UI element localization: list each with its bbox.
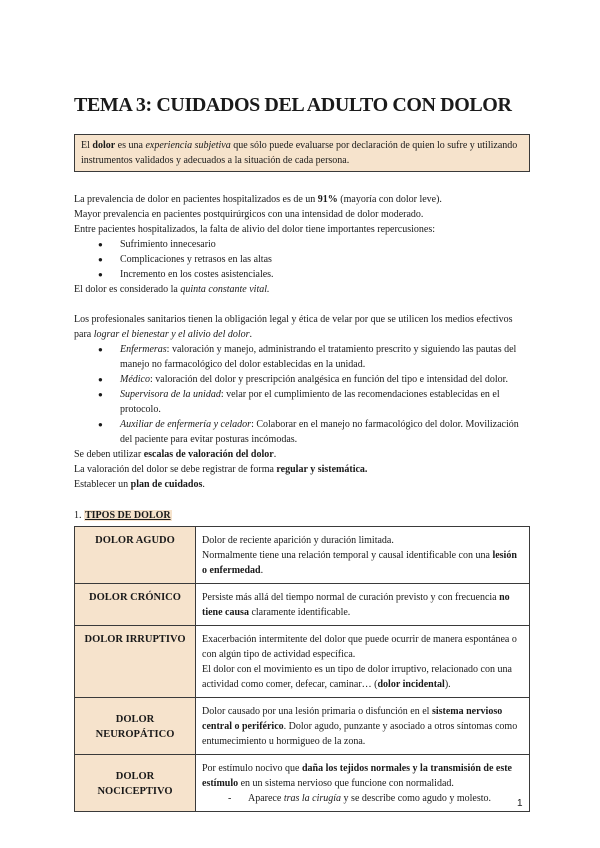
table-row — [75, 527, 530, 584]
prevalence-paragraph: La prevalencia de dolor en pacientes hospitalizados es de un 91% (mayoría con dolor leve). — [74, 194, 442, 205]
vital-sign-paragraph: El dolor es considerado la quinta constante vital. — [74, 284, 270, 295]
list-item: ● Complicaciones y retrasos en las altas — [114, 252, 530, 267]
list-item: ● Enfermeras: valoración y manejo, administrando el tratamiento prescrito y siguiendo las pautas del manejo no farmacológico del dolor establecidas en la unidad. — [114, 342, 530, 372]
repercussions-paragraph: Entre pacientes hospitalizados, la falta de alivio del dolor tiene importantes repercusiones: — [74, 224, 435, 235]
table-row — [75, 626, 530, 698]
scales-paragraph: Se deben utilizar escalas de valoración del dolor. — [74, 449, 277, 460]
professionals-paragraph: Los profesionales sanitarios tienen la obligación legal y ética de velar por que se utilicen los medios efectivos para lograr el bienestar y el alivio del dolor. — [74, 314, 513, 340]
definition-term: dolor — [92, 140, 116, 151]
definition-box — [74, 134, 530, 172]
document-page — [74, 92, 530, 812]
postsurgical-paragraph: Mayor prevalencia en pacientes postquirúrgicos con una intensidad de dolor moderado. — [74, 209, 424, 220]
row-label: DOLOR NEUROPÁTICO — [75, 698, 196, 755]
section-heading: 1. TIPOS DE DOLOR — [74, 510, 171, 521]
table-row — [75, 584, 530, 626]
page-title: TEMA 3: CUIDADOS DEL ADULTO CON DOLOR — [74, 94, 512, 116]
list-item: ● Médico: valoración del dolor y prescripción analgésica en función del tipo e intensidad del dolor. — [114, 372, 530, 387]
row-label: DOLOR CRÓNICO — [75, 584, 196, 626]
role-name: Supervisora de la unidad — [120, 389, 221, 400]
definition-text: El — [81, 140, 93, 151]
list-item: ● Supervisora de la unidad: velar por el cumplimiento de las recomendaciones establecidas en el protocolo. — [114, 387, 530, 417]
page-number: 1 — [517, 798, 523, 809]
row-description: Por estímulo nocivo que daña los tejidos normales y la transmisión de este estímulo en un sistema nervioso que funcione con normalidad. - Aparece tras la cirugía y se describe como agudo y molesto. — [196, 755, 530, 812]
table-row — [75, 698, 530, 755]
definition-emphasis: experiencia subjetiva — [145, 140, 231, 151]
list-item: ● Auxiliar de enfermería y celador: Colaborar en el manejo no farmacológico del dolor. Movilización del paciente para evitar posturas incómodas. — [114, 417, 530, 447]
care-plan-paragraph: Establecer un plan de cuidados. — [74, 479, 205, 490]
list-item: - Aparece tras la cirugía y se describe como agudo y molesto. — [242, 791, 523, 806]
pain-types-table — [74, 526, 530, 812]
row-description: Exacerbación intermitente del dolor que puede ocurrir de manera espontánea o con algún tipo de actividad específica. El dolor con el movimiento es un tipo de dolor irruptivo, relacionado con una actividad como comer, defecar, caminar… (dolor incidental). — [196, 626, 530, 698]
role-name: Auxiliar de enfermería y celador — [120, 419, 252, 430]
repercussions-list — [74, 237, 530, 282]
section-title: TIPOS DE DOLOR — [85, 510, 171, 521]
row-label: DOLOR AGUDO — [75, 527, 196, 584]
row-description: Persiste más allá del tiempo normal de curación previsto y con frecuencia no tiene causa claramente identificable. — [196, 584, 530, 626]
definition-text: que sólo puede evaluarse por declaración de quien lo sufre y utilizando instrumentos validados y adecuados a la situación de cada persona. — [81, 140, 518, 166]
role-name: Enfermeras — [120, 344, 167, 355]
row-label: DOLOR IRRUPTIVO — [75, 626, 196, 698]
roles-list — [74, 342, 530, 447]
definition-text: es una — [115, 140, 146, 151]
list-item: ● Sufrimiento innecesario — [114, 237, 530, 252]
row-label: DOLOR NOCICEPTIVO — [75, 755, 196, 812]
row-description: Dolor de reciente aparición y duración limitada. Normalmente tiene una relación temporal y causal identificable con una lesión o enfermedad. — [196, 527, 530, 584]
nociceptive-sublist — [202, 791, 523, 806]
registration-paragraph: La valoración del dolor se debe registrar de forma regular y sistemática. — [74, 464, 368, 475]
role-name: Médico — [120, 374, 150, 385]
table-row — [75, 755, 530, 812]
row-description: Dolor causado por una lesión primaria o disfunción en el sistema nervioso central o periférico. Dolor agudo, punzante y asociado a otros síntomas como entumecimiento u hormigueo de la zona. — [196, 698, 530, 755]
list-item: ● Incremento en los costes asistenciales. — [114, 267, 530, 282]
